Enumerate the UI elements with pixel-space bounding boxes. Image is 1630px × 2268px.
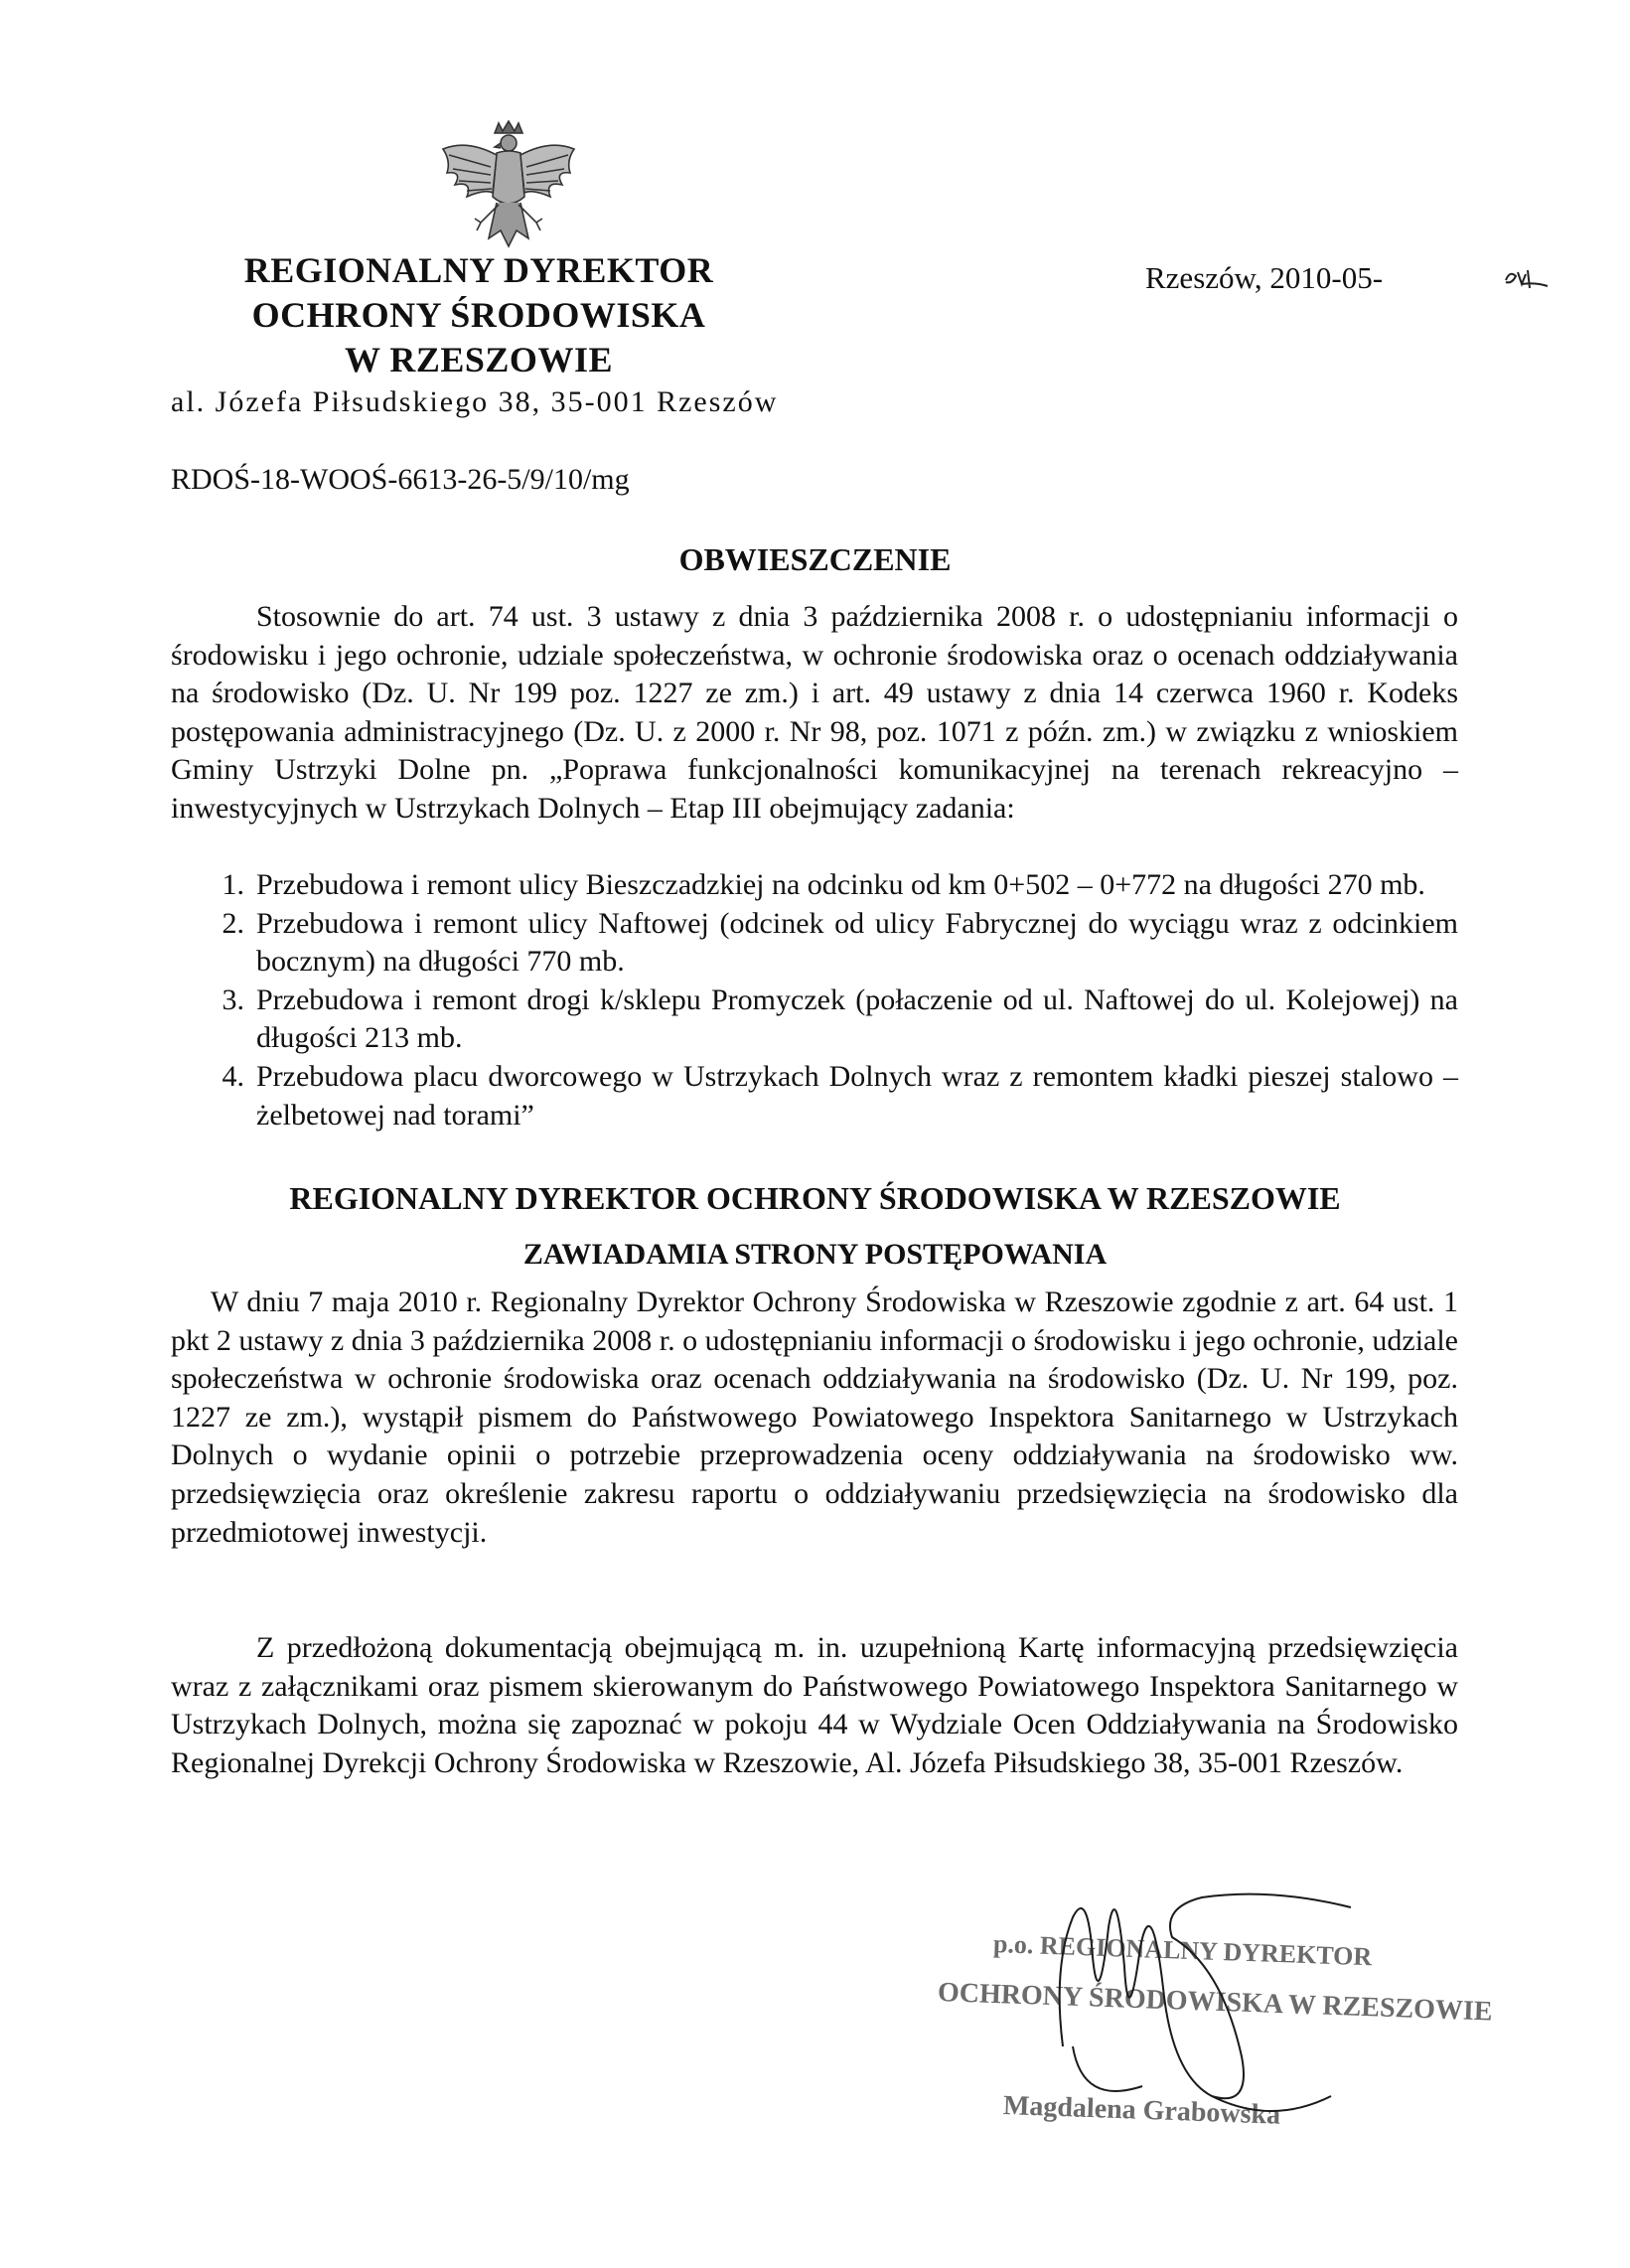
document-title: OBWIESZCZENIE — [678, 541, 952, 577]
handwritten-signature — [914, 1848, 1470, 2205]
authority-line-2: OCHRONY ŚRODOWISKA — [251, 295, 706, 335]
authority-address: al. Józefa Piłsudskiego 38, 35-001 Rzeszów — [171, 385, 779, 418]
documentation-paragraph: Z przedłożoną dokumentacją obejmującą m. in. uzupełnioną Kartę informacyjną przedsięwzięcia wraz z załącznikami oraz pismem skierowanym do Państwowego Powiatowego Inspektora Sanitarnego w Ustrzykach Dolnych, można się zapoznać w pokoju 44 w Wydziale Ocen Oddziaływania na Środowisko Regionalnej Dyrekcji Ochrony Środowiska w Rzeszowie, Al. Józefa Piłsudskiego 38, 35-001 Rzeszów. — [171, 1631, 1458, 1779]
list-item — [171, 982, 1458, 1058]
list-item-number: 2. — [222, 906, 244, 940]
handwritten-date-day — [1502, 266, 1552, 296]
list-item-text: Przebudowa i remont drogi k/sklepu Promyczek (połaczenie od ul. Naftowej do ul. Kolejowej) na długości 213 mb. — [256, 983, 1458, 1055]
authority-line-3: W RZESZOWIE — [345, 340, 613, 379]
list-item-text: Przebudowa i remont ulicy Naftowej (odcinek od ulicy Fabrycznej do wyciągu wraz z odcinkiem bocznym) na długości 770 mb. — [256, 906, 1458, 979]
list-item-text: Przebudowa i remont ulicy Bieszczadzkiej na odcinku od km 0+502 – 0+772 na długości 270 mb. — [256, 868, 1425, 901]
list-item — [171, 1058, 1458, 1134]
section-subheading: ZAWIADAMIA STRONY POSTĘPOWANIA — [522, 1238, 1108, 1271]
document-date: Rzeszów, 2010-05- — [1145, 260, 1384, 295]
task-list — [171, 866, 1458, 1134]
list-item-text: Przebudowa placu dworcowego w Ustrzykach Dolnych wraz z remontem kładki pieszej stalowo – żelbetowej nad torami” — [256, 1059, 1458, 1132]
authority-line-1: REGIONALNY DYREKTOR — [243, 250, 714, 290]
polish-eagle-emblem-icon — [437, 119, 580, 256]
list-item-number: 3. — [222, 983, 244, 1016]
section-heading: REGIONALNY DYREKTOR OCHRONY ŚRODOWISKA W RZESZOWIE — [289, 1180, 1341, 1216]
list-item-number: 1. — [222, 868, 244, 901]
intro-paragraph: Stosownie do art. 74 ust. 3 ustawy z dnia 3 października 2008 r. o udostępnianiu informacji o środowisku i jego ochronie, udziale społeczeństwa, w ochronie środowiska oraz o ocenach oddziaływania na środowisko (Dz. U. Nr 199 poz. 1227 ze zm.) i art. 49 ustawy z dnia 14 czerwca 1960 r. Kodeks postępowania administracyjnego (Dz. U. z 2000 r. Nr 98, poz. 1071 z późn. zm.) w związku z wnioskiem Gminy Ustrzyki Dolne pn. „Poprawa funkcjonalności komunikacyjnej na terenach rekreacyjno – inwestycyjnych w Ustrzykach Dolnych – Etap III obejmujący zadania: — [171, 600, 1458, 825]
stamp-line-1: p.o. REGIONALNY DYREKTOR — [992, 1929, 1373, 1972]
list-item-number: 4. — [222, 1059, 244, 1093]
stamp-line-2: OCHRONY ŚRODOWISKA W RZESZOWIE — [937, 1977, 1494, 2028]
list-item — [171, 905, 1458, 982]
authority-name — [171, 248, 787, 382]
list-item — [171, 866, 1458, 905]
reference-number: RDOŚ-18-WOOŚ-6613-26-5/9/10/mg — [171, 463, 630, 496]
stamp-signatory-name: Magdalena Grabowska — [1002, 2090, 1281, 2131]
official-stamp — [914, 1848, 1494, 2205]
notice-paragraph: W dniu 7 maja 2010 r. Regionalny Dyrektor Ochrony Środowiska w Rzeszowie zgodnie z art. 64 ust. 1 pkt 2 ustawy z dnia 3 października 2008 r. o udostępnianiu informacji o środowisku i jego ochronie, udziale społeczeństwa w ochronie środowiska oraz ocenach oddziaływania na środowisko (Dz. U. Nr 199, poz. 1227 ze zm.), wystąpił pismem do Państwowego Powiatowego Inspektora Sanitarnego w Ustrzykach Dolnych o wydanie opinii o potrzebie przeprowadzenia oceny oddziaływania na środowisko ww. przedsięwzięcia oraz określenie zakresu raportu o oddziaływaniu przedsięwzięcia na środowisko dla przedmiotowej inwestycji. — [171, 1285, 1458, 1549]
